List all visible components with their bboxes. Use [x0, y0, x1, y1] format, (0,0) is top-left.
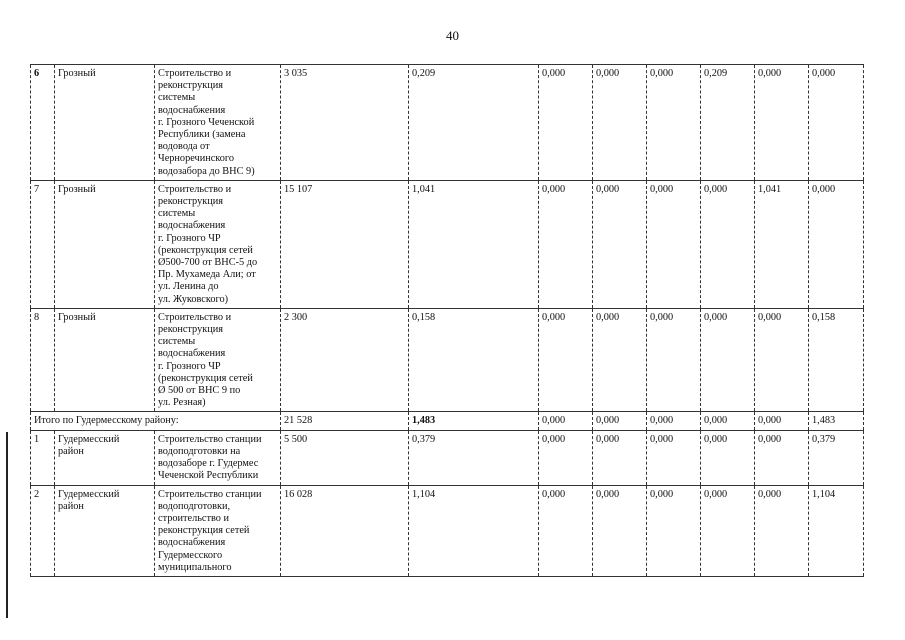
- total-year-value-cell: 0,000: [701, 412, 755, 430]
- year-value-cell: 0,209: [701, 65, 755, 181]
- total-year-value-cell: 0,000: [593, 412, 647, 430]
- description-cell: Строительство и реконструкция системы водоснабжения г. Грозного ЧР (реконструкция сетей Ø500-700 от ВНС-5 до Пр. Мухамеда Али; от ул. Ленина до ул. Жуковского): [155, 180, 281, 308]
- total-year-value-cell: 0,000: [755, 412, 809, 430]
- location-cell: Грозный: [55, 180, 155, 308]
- year-value-cell: 0,000: [809, 65, 864, 181]
- year-value-cell: 0,158: [809, 308, 864, 412]
- location-cell: Грозный: [55, 308, 155, 412]
- total-year-value-cell: 1,483: [809, 412, 864, 430]
- total-row: [31, 412, 864, 430]
- row-number: 2: [31, 485, 55, 576]
- cost-cell: 16 028: [281, 485, 409, 576]
- table-row: [31, 65, 864, 181]
- year-value-cell: 0,000: [593, 65, 647, 181]
- year-value-cell: 0,000: [593, 430, 647, 485]
- year-value-cell: 0,379: [809, 430, 864, 485]
- year-value-cell: 0,000: [593, 308, 647, 412]
- total-cost-cell: 21 528: [281, 412, 409, 430]
- description-cell: Строительство станции водоподготовки, строительство и реконструкция сетей водоснабжения Гудермесского муниципального: [155, 485, 281, 576]
- total-label: Итого по Гудермесскому району:: [31, 412, 281, 430]
- year-value-cell: 0,000: [539, 485, 593, 576]
- year-value-cell: 0,000: [755, 430, 809, 485]
- year-value-cell: 0,000: [647, 180, 701, 308]
- year-value-cell: 0,000: [755, 65, 809, 181]
- year-value-cell: 0,000: [701, 180, 755, 308]
- cost-cell: 5 500: [281, 430, 409, 485]
- table-row: [31, 180, 864, 308]
- year-value-cell: 0,000: [539, 65, 593, 181]
- year-value-cell: 0,000: [647, 65, 701, 181]
- year-value-cell: 0,000: [647, 308, 701, 412]
- value-cell: 0,209: [409, 65, 539, 181]
- year-value-cell: 0,000: [539, 430, 593, 485]
- description-cell: Строительство и реконструкция системы водоснабжения г. Грозного Чеченской Республики (замена водовода от Черноречинского водозабора до ВНС 9): [155, 65, 281, 181]
- table-row: [31, 485, 864, 576]
- page-number: 40: [446, 28, 459, 43]
- value-cell: 1,041: [409, 180, 539, 308]
- year-value-cell: 0,000: [539, 180, 593, 308]
- year-value-cell: 0,000: [647, 430, 701, 485]
- investment-table: [30, 64, 864, 577]
- year-value-cell: 0,000: [755, 308, 809, 412]
- table-row: [31, 308, 864, 412]
- year-value-cell: 0,000: [539, 308, 593, 412]
- row-number: 7: [31, 180, 55, 308]
- value-cell: 0,379: [409, 430, 539, 485]
- table-row: [31, 430, 864, 485]
- cost-cell: 2 300: [281, 308, 409, 412]
- description-cell: Строительство и реконструкция системы водоснабжения г. Грозного ЧР (реконструкция сетей Ø 500 от ВНС 9 по ул. Резная): [155, 308, 281, 412]
- year-value-cell: 0,000: [593, 180, 647, 308]
- location-cell: Гудермесский район: [55, 430, 155, 485]
- margin-bar: [6, 432, 8, 618]
- year-value-cell: 0,000: [755, 485, 809, 576]
- location-cell: Грозный: [55, 65, 155, 181]
- row-number: 6: [31, 65, 55, 181]
- year-value-cell: 0,000: [701, 308, 755, 412]
- year-value-cell: 1,104: [809, 485, 864, 576]
- total-year-value-cell: 0,000: [647, 412, 701, 430]
- location-cell: Гудермесский район: [55, 485, 155, 576]
- year-value-cell: 0,000: [701, 485, 755, 576]
- cost-cell: 15 107: [281, 180, 409, 308]
- year-value-cell: 0,000: [701, 430, 755, 485]
- row-number: 1: [31, 430, 55, 485]
- year-value-cell: 0,000: [593, 485, 647, 576]
- value-cell: 1,104: [409, 485, 539, 576]
- cost-cell: 3 035: [281, 65, 409, 181]
- description-cell: Строительство станции водоподготовки на водозаборе г. Гудермес Чеченской Республики: [155, 430, 281, 485]
- total-value-cell: 1,483: [409, 412, 539, 430]
- year-value-cell: 1,041: [755, 180, 809, 308]
- row-number: 8: [31, 308, 55, 412]
- year-value-cell: 0,000: [809, 180, 864, 308]
- year-value-cell: 0,000: [647, 485, 701, 576]
- value-cell: 0,158: [409, 308, 539, 412]
- total-year-value-cell: 0,000: [539, 412, 593, 430]
